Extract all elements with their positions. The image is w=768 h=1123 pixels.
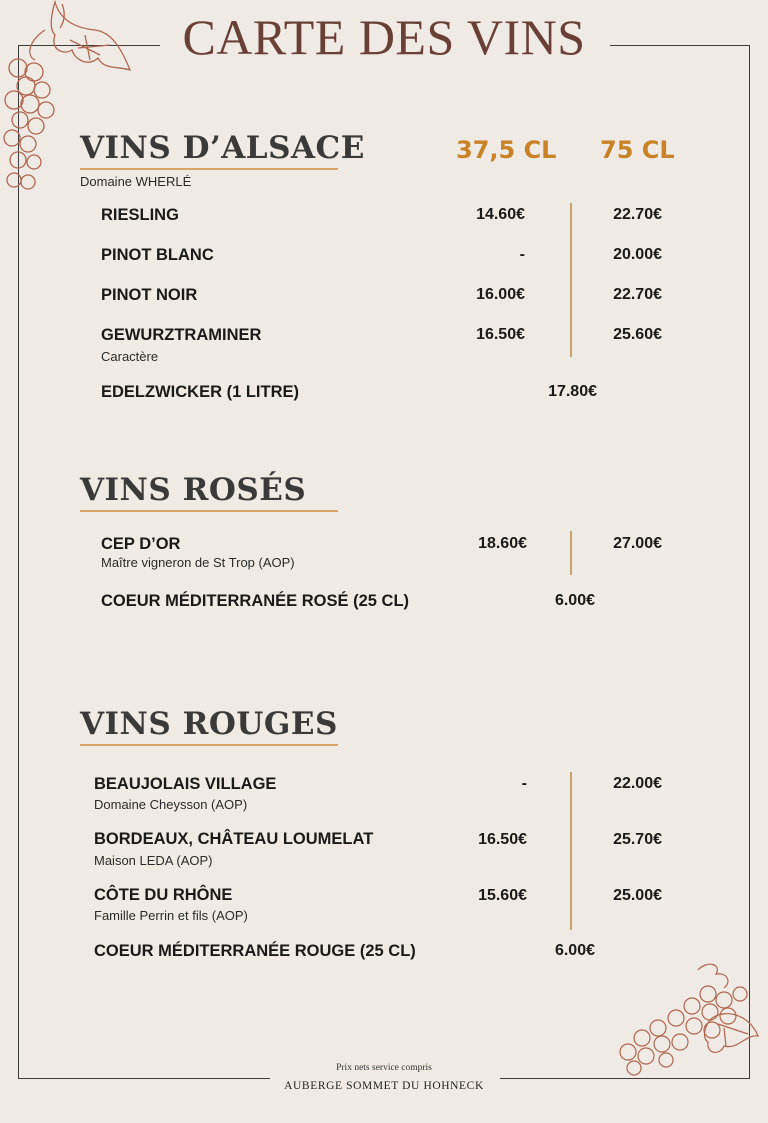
wine-name: CEP D’OR bbox=[101, 535, 181, 553]
wine-note: Domaine Cheysson (AOP) bbox=[94, 797, 248, 812]
wine-note: Maître vigneron de St Trop (AOP) bbox=[101, 555, 295, 570]
section-underline bbox=[80, 168, 338, 170]
wine-note: Maison LEDA (AOP) bbox=[94, 853, 213, 868]
column-header-75cl: 75 CL bbox=[600, 136, 675, 164]
price-single: 17.80€ bbox=[548, 383, 597, 400]
price-37cl: 18.60€ bbox=[478, 535, 527, 552]
price-37cl: 16.00€ bbox=[476, 286, 525, 303]
wine-name: PINOT NOIR bbox=[101, 286, 198, 304]
wine-name: PINOT BLANC bbox=[101, 246, 214, 264]
price-75cl: 22.70€ bbox=[613, 286, 662, 303]
column-divider bbox=[570, 772, 572, 930]
section-underline bbox=[80, 510, 338, 512]
price-75cl: 25.60€ bbox=[613, 326, 662, 343]
section-title-alsace: VINS D’ALSACE bbox=[80, 130, 365, 166]
wine-name: EDELZWICKER (1 LITRE) bbox=[101, 383, 299, 401]
column-divider bbox=[570, 203, 572, 357]
price-37cl: - bbox=[519, 246, 525, 263]
wine-name: COEUR MÉDITERRANÉE ROSÉ (25 CL) bbox=[101, 592, 410, 610]
section-title-roses: VINS ROSÉS bbox=[80, 472, 307, 508]
price-37cl: - bbox=[521, 775, 527, 792]
price-37cl: 15.60€ bbox=[478, 887, 527, 904]
column-header-37cl: 37,5 CL bbox=[456, 136, 557, 164]
page-title: CARTE DES VINS bbox=[182, 9, 586, 65]
column-divider bbox=[570, 531, 572, 575]
price-37cl: 16.50€ bbox=[478, 831, 527, 848]
price-single: 6.00€ bbox=[554, 942, 595, 959]
wine-name: COEUR MÉDITERRANÉE ROUGE (25 CL) bbox=[94, 942, 416, 960]
price-single: 6.00€ bbox=[554, 592, 595, 609]
price-75cl: 22.00€ bbox=[613, 775, 662, 792]
price-37cl: 16.50€ bbox=[476, 326, 525, 343]
price-75cl: 25.70€ bbox=[613, 831, 662, 848]
footer-note: Prix nets service compris bbox=[336, 1063, 432, 1073]
wine-name: BORDEAUX, CHÂTEAU LOUMELAT bbox=[94, 830, 374, 848]
price-75cl: 25.00€ bbox=[613, 887, 662, 904]
footer-restaurant-name: AUBERGE SOMMET DU HOHNECK bbox=[284, 1080, 484, 1092]
wine-name: RIESLING bbox=[101, 206, 179, 224]
wine-note: Famille Perrin et fils (AOP) bbox=[94, 908, 248, 923]
section-underline bbox=[80, 744, 338, 746]
price-75cl: 27.00€ bbox=[613, 535, 662, 552]
wine-name: GEWURZTRAMINER bbox=[101, 326, 262, 344]
producer-label: Domaine WHERLÉ bbox=[80, 174, 192, 189]
wine-name: CÔTE DU RHÔNE bbox=[94, 886, 233, 904]
section-title-rouges: VINS ROUGES bbox=[80, 706, 338, 742]
price-37cl: 14.60€ bbox=[476, 206, 525, 223]
wine-name: BEAUJOLAIS VILLAGE bbox=[94, 775, 277, 793]
price-75cl: 22.70€ bbox=[613, 206, 662, 223]
price-75cl: 20.00€ bbox=[613, 246, 662, 263]
wine-note: Caractère bbox=[101, 349, 159, 364]
